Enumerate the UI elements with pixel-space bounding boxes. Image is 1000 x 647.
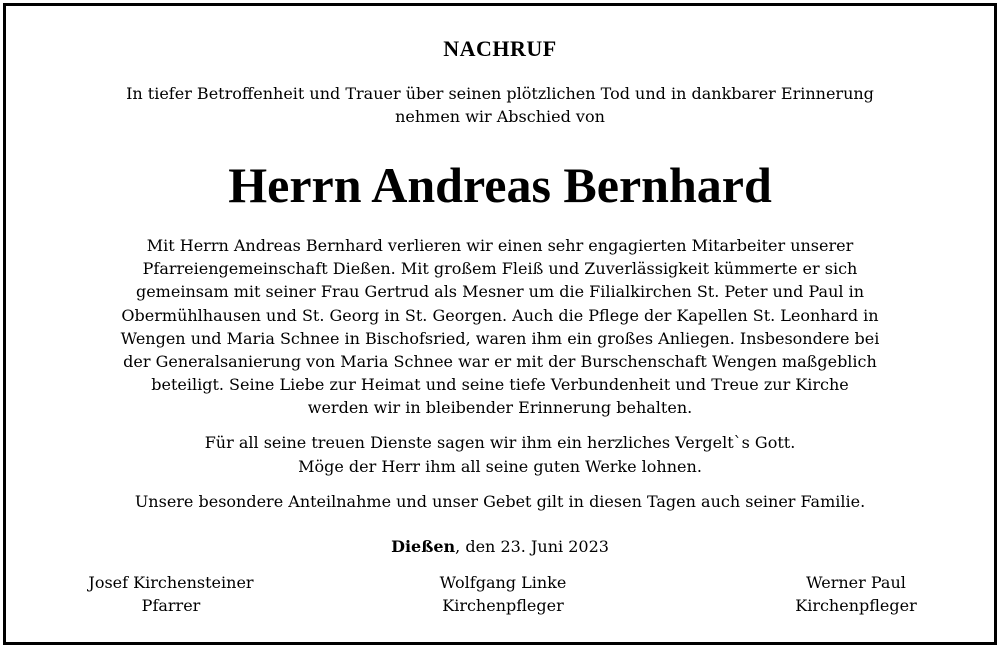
thanks-line: Für all seine treuen Dienste sagen wir ihm ein herzliches Vergelt`s Gott.	[204, 433, 796, 452]
thanks-text	[6, 431, 994, 479]
thanks-line: Möge der Herr ihm all seine guten Werke lohnen.	[298, 457, 702, 476]
condolence-text: Unsere besondere Anteilnahme und unser Gebet gilt in diesen Tagen auch seiner Familie.	[134, 492, 866, 511]
tribute-line: werden wir in bleibender Erinnerung behalten.	[307, 398, 693, 418]
signatory-church-warden-2	[731, 571, 981, 617]
signatory-name: Josef Kirchensteiner	[88, 573, 254, 592]
dateline-place: Dießen	[391, 537, 456, 556]
signatory-role: Pfarrer	[141, 596, 201, 615]
tribute-line: gemeinsam mit seiner Frau Gertrud als Mesner um die Filialkirchen St. Peter und Paul in	[135, 282, 865, 302]
tribute-paragraph	[36, 234, 964, 420]
signatory-name: Werner Paul	[806, 573, 906, 592]
notice-heading: NACHRUF	[443, 36, 557, 61]
signatory-pastor	[46, 571, 296, 617]
tribute-line: beteiligt. Seine Liebe zur Heimat und seine tiefe Verbundenheit und Treue zur Kirche	[151, 375, 849, 395]
dateline	[6, 535, 994, 559]
deceased-name: Herrn Andreas Bernhard	[228, 157, 772, 213]
signatory-role: Kirchenpfleger	[442, 596, 564, 615]
tribute-line: der Generalsanierung von Maria Schnee war er mit der Burschenschaft Wengen maßgeblich	[123, 352, 877, 372]
signatory-role: Kirchenpfleger	[795, 596, 917, 615]
tribute-line: Wengen und Maria Schnee in Bischofsried, waren ihm ein großes Anliegen. Insbesondere bei	[120, 328, 880, 348]
intro-line: nehmen wir Abschied von	[395, 107, 605, 126]
tribute-line: Obermühlhausen und St. Georg in St. Georgen. Auch die Pflege der Kapellen St. Leonhard in	[121, 305, 879, 325]
intro-text	[6, 82, 994, 128]
tribute-line: Mit Herrn Andreas Bernhard verlieren wir einen sehr engagierten Mitarbeiter unserer	[146, 236, 854, 255]
signatory-name: Wolfgang Linke	[439, 573, 567, 592]
intro-line: In tiefer Betroffenheit und Trauer über seinen plötzlichen Tod und in dankbarer Erinnerung	[126, 84, 874, 103]
tribute-line: Pfarreiengemeinschaft Dießen. Mit großem Fleiß und Zuverlässigkeit kümmerte er sich	[142, 259, 858, 279]
dateline-date: , den 23. Juni 2023	[455, 537, 609, 556]
obituary-notice	[3, 3, 997, 645]
signatory-church-warden-1	[378, 571, 628, 617]
